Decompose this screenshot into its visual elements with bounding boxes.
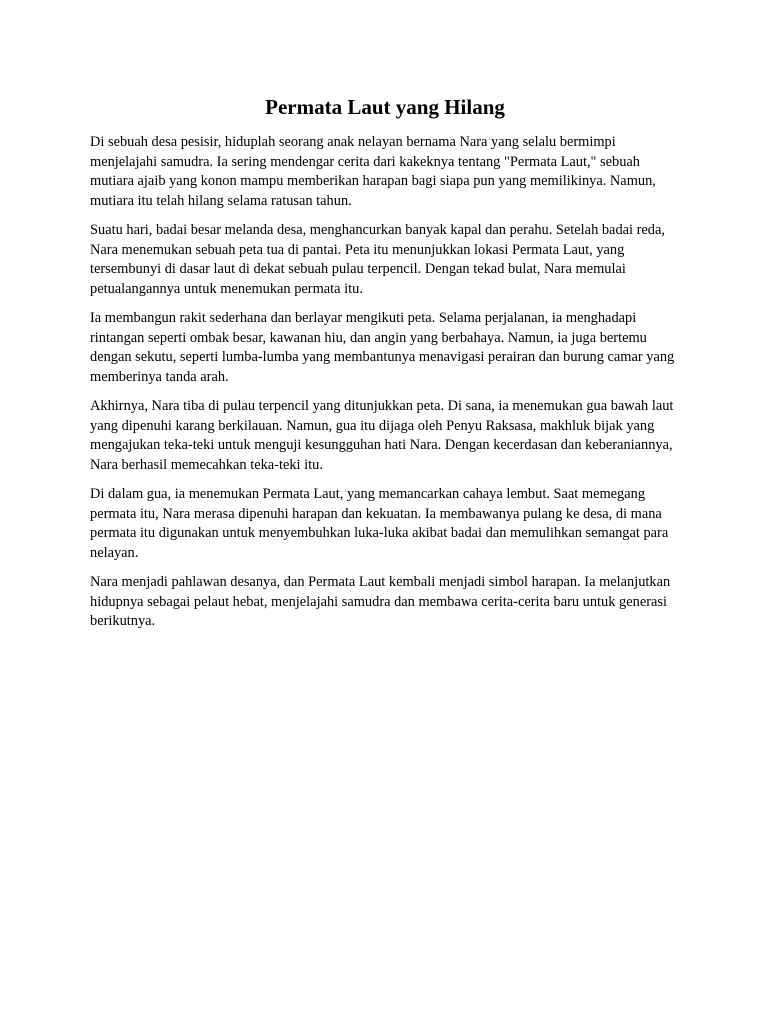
page-title: Permata Laut yang Hilang <box>265 95 505 119</box>
paragraph-storm-map: Suatu hari, badai besar melanda desa, menghancurkan banyak kapal dan perahu. Setelah badai reda, Nara menemukan sebuah peta tua di pantai. Peta itu menunjukkan lokasi Permata Laut, yang tersembunyi di dasar laut di dekat sebuah pulau terpencil. Dengan tekad bulat, Nara memulai petualangannya untuk menemukan permata itu. <box>90 222 665 297</box>
paragraph-island-cave: Akhirnya, Nara tiba di pulau terpencil yang ditunjukkan peta. Di sana, ia menemukan gua bawah laut yang dipenuhi karang berkilauan. Namun, gua itu dijaga oleh Penyu Raksasa, makhluk bijak yang mengajukan teka-teki untuk menguji kesungguhan hati Nara. Dengan kecerdasan dan keberaniannya, Nara berhasil memecahkan teka-teki itu. <box>90 398 674 473</box>
document-body <box>90 93 680 642</box>
paragraph-voyage: Ia membangun rakit sederhana dan berlayar mengikuti peta. Selama perjalanan, ia menghadapi rintangan seperti ombak besar, kawanan hiu, dan angin yang berbahaya. Namun, ia juga bertemu dengan sekutu, seperti lumba-lumba yang membantunya menavigasi perairan dan burung camar yang memberinya tanda arah. <box>90 310 675 385</box>
paragraph-intro: Di sebuah desa pesisir, hiduplah seorang anak nelayan bernama Nara yang selalu bermimpi menjelajahi samudra. Ia sering mendengar cerita dari kakeknya tentang "Permata Laut," sebuah mutiara ajaib yang konon mampu memberikan harapan bagi siapa pun yang memilikinya. Namun, mutiara itu telah hilang selama ratusan tahun. <box>90 134 656 209</box>
paragraph-ending: Nara menjadi pahlawan desanya, dan Permata Laut kembali menjadi simbol harapan. Ia melanjutkan hidupnya sebagai pelaut hebat, menjelajahi samudra dan membawa cerita-cerita baru untuk generasi berikutnya. <box>90 574 671 629</box>
paragraph-pearl-found: Di dalam gua, ia menemukan Permata Laut, yang memancarkan cahaya lembut. Saat memegang permata itu, Nara merasa dipenuhi harapan dan kekuatan. Ia membawanya pulang ke desa, di mana permata itu digunakan untuk menyembuhkan luka-luka akibat badai dan memulihkan semangat para nelayan. <box>90 486 669 561</box>
